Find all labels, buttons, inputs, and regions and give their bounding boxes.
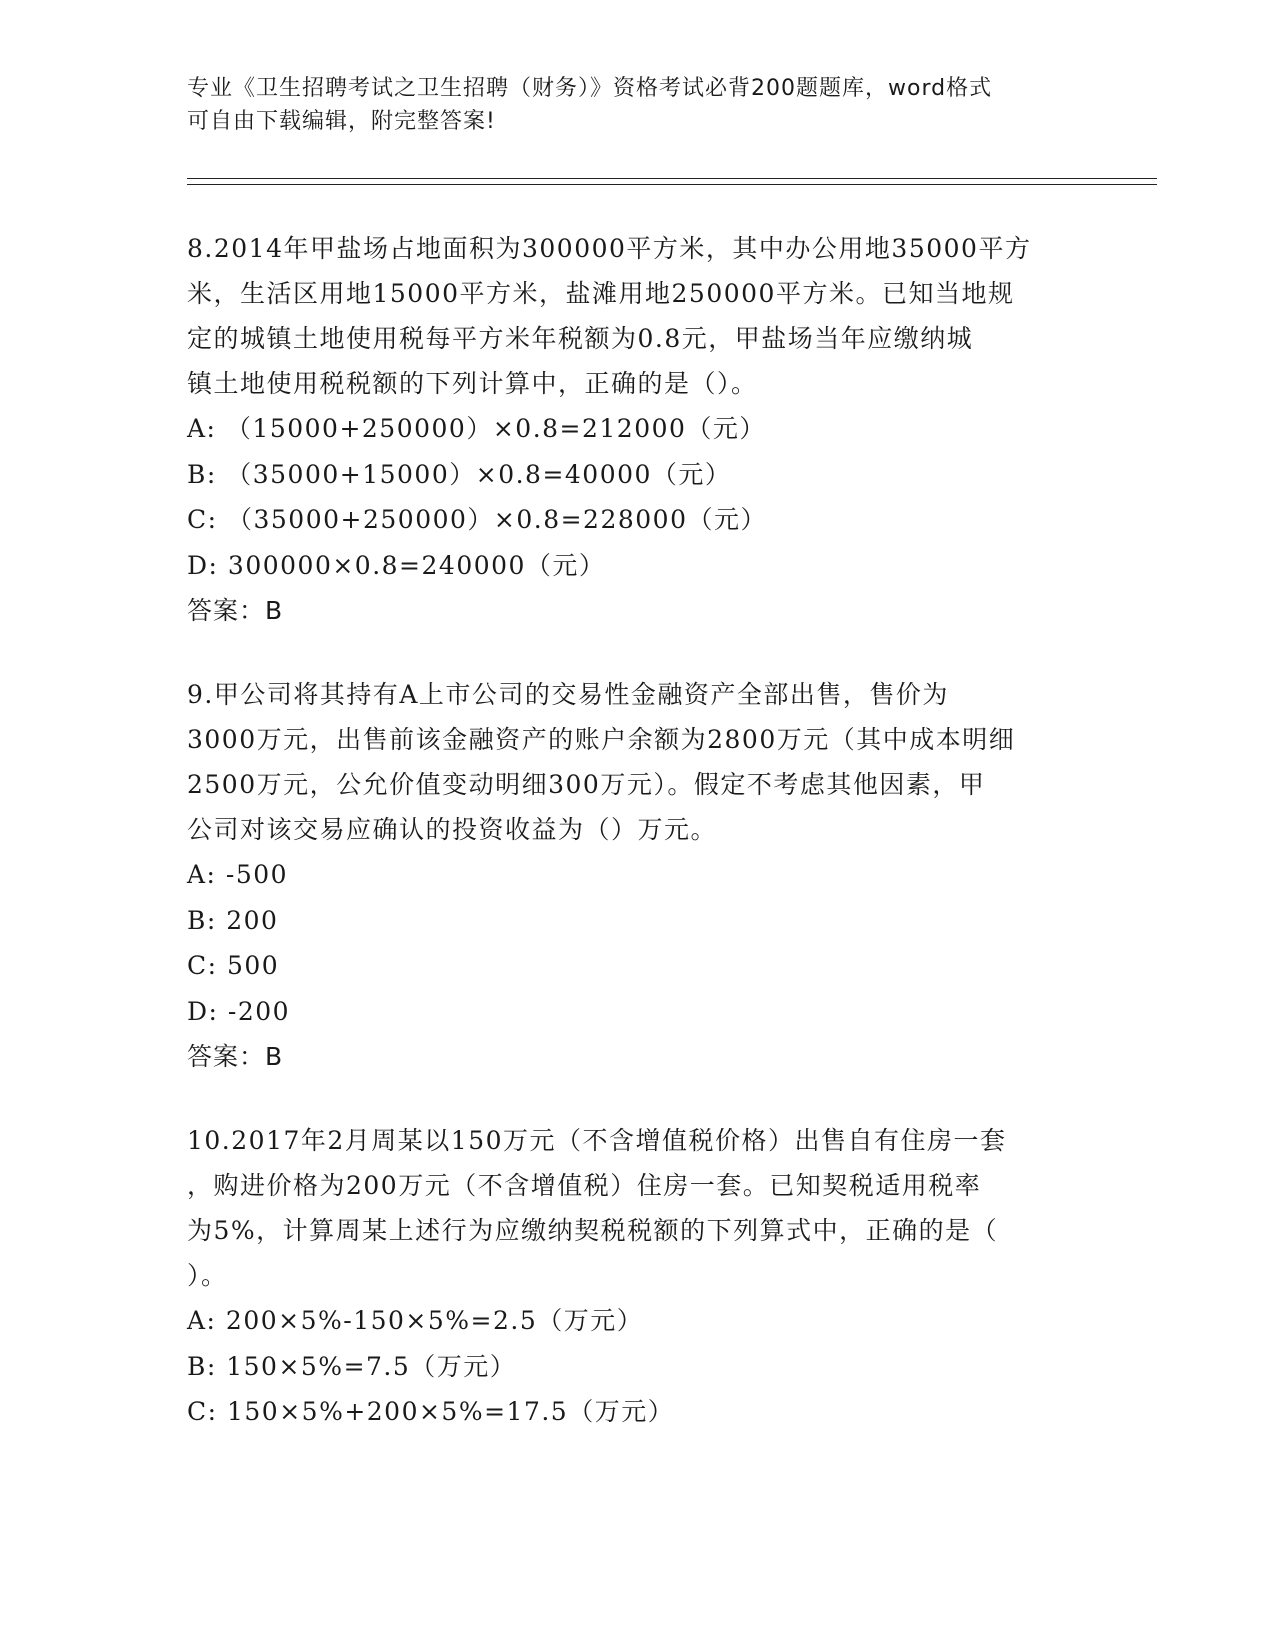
option-c: C: 150×5%+200×5%=17.5（万元） bbox=[187, 1397, 675, 1426]
question-stem-line: 2500万元，公允价值变动明细300万元）。假定不考虑其他因素，甲 bbox=[187, 770, 986, 799]
header-line-1: 专业《卫生招聘考试之卫生招聘（财务）》资格考试必背200题题库，word格式 bbox=[187, 76, 993, 101]
question-stem-line: 公司对该交易应确认的投资收益为（）万元。 bbox=[187, 815, 718, 844]
option-b: B: 200 bbox=[187, 905, 279, 935]
option-b: B: 150×5%=7.5（万元） bbox=[187, 1351, 517, 1381]
answer-label: 答案：B bbox=[187, 596, 284, 625]
question-stem-line: 10.2017年2月周某以150万元（不含增值税价格）出售自有住房一套 bbox=[187, 1126, 1007, 1155]
question-8 bbox=[187, 226, 1087, 634]
answer-label: 答案：B bbox=[187, 1042, 284, 1071]
option-b: B: （35000+15000）×0.8=40000（元） bbox=[187, 459, 732, 489]
question-stem-line: ，购进价格为200万元（不含增值税）住房一套。已知契税适用税率 bbox=[187, 1171, 982, 1200]
question-stem-line: 米，生活区用地15000平方米，盐滩用地250000平方米。已知当地规 bbox=[187, 279, 1015, 308]
question-9 bbox=[187, 672, 1087, 1080]
header-divider-bottom bbox=[187, 184, 1157, 185]
question-10 bbox=[187, 1118, 1087, 1435]
option-d: D: -200 bbox=[187, 996, 291, 1026]
question-stem-line: 镇土地使用税税额的下列计算中，正确的是（）。 bbox=[187, 369, 758, 398]
question-stem-line: 为5%，计算周某上述行为应缴纳契税税额的下列算式中，正确的是（ bbox=[187, 1216, 999, 1245]
option-a: A: 200×5%-150×5%=2.5（万元） bbox=[187, 1306, 644, 1335]
option-c: C: 500 bbox=[187, 951, 280, 980]
question-list bbox=[187, 226, 1087, 1473]
document-header bbox=[187, 72, 1087, 138]
question-stem-line: 9.甲公司将其持有A上市公司的交易性金融资产全部出售，售价为 bbox=[187, 680, 949, 709]
option-c: C: （35000+250000）×0.8=228000（元） bbox=[187, 505, 767, 534]
question-stem-line: 8.2014年甲盐场占地面积为300000平方米，其中办公用地35000平方 bbox=[187, 234, 1032, 263]
option-a: A: （15000+250000）×0.8=212000（元） bbox=[187, 414, 766, 443]
option-d: D: 300000×0.8=240000（元） bbox=[187, 550, 606, 580]
header-line-2: 可自由下载编辑，附完整答案! bbox=[187, 109, 496, 134]
question-stem-line: 3000万元，出售前该金融资产的账户余额为2800万元（其中成本明细 bbox=[187, 725, 1016, 754]
question-stem-line: 定的城镇土地使用税每平方米年税额为0.8元，甲盐场当年应缴纳城 bbox=[187, 324, 974, 353]
header-divider-top bbox=[187, 178, 1157, 179]
option-a: A: -500 bbox=[187, 860, 289, 889]
question-stem-line: ）。 bbox=[187, 1261, 228, 1290]
